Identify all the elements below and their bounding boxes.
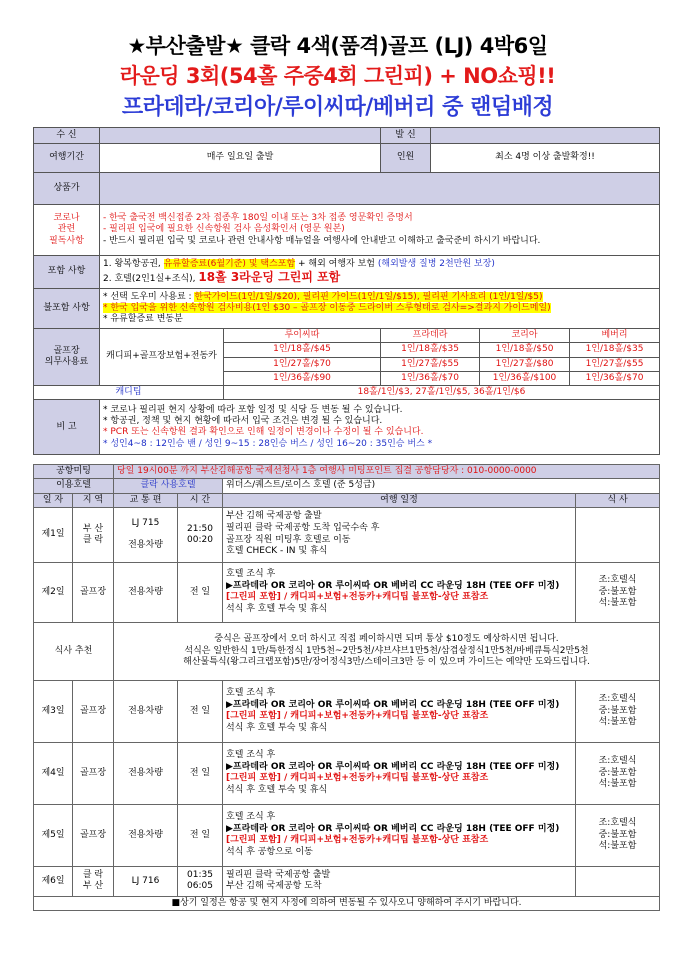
include-1a: 1. 왕복항공권,: [103, 258, 164, 269]
itinerary-line: 필리핀 클락 국제공항 출발: [226, 869, 331, 880]
include-label: 포함 사항: [34, 256, 100, 289]
corona-label-2: 관련: [57, 224, 76, 235]
itinerary-line: 호텔 CHECK - IN 및 휴식: [226, 546, 328, 557]
include-1c: + 해외 여행자 보험: [295, 258, 378, 269]
region-cell: 골프장: [73, 804, 114, 866]
meals-cell: 조:호텔식 중:불포함 석:불포함: [576, 804, 660, 866]
include-1d: (해외발생 질병 2천만원 보장): [377, 258, 495, 269]
col-header-meals: 식 사: [576, 493, 660, 507]
hotel-sub: 클락 사용호텔: [114, 479, 223, 493]
send-value: [431, 128, 660, 144]
remarks-label: 비 고: [34, 400, 100, 455]
itinerary-line: ▶프라데라 OR 코리아 OR 루이씨따 OR 베버리 CC 라운딩 18H (TEE OFF 미정): [226, 823, 560, 834]
time-cell: 전 일: [178, 562, 223, 622]
schedule-row: [34, 562, 660, 622]
transport-cell: 전용차량: [114, 804, 178, 866]
golf-rate: 1인/36홀/$100: [480, 371, 570, 385]
itinerary-line: [그린피 포함] / 캐디피+보험+전동카+캐디팁 불포함-상단 표참조: [226, 835, 489, 846]
golf-rate: 1인/36홀/$70: [381, 371, 480, 385]
itinerary-line: 석식 후 호텔 투숙 및 휴식: [226, 603, 328, 614]
product-value: [100, 173, 660, 205]
transport-cell: 전용차량: [114, 562, 178, 622]
product-label: 상품가: [34, 173, 100, 205]
exclude-notes: [100, 289, 660, 329]
corona-label: [34, 205, 100, 256]
exclude-3: * 유류할증료 변동분: [103, 314, 183, 325]
transport-cell: 전용차량: [114, 680, 178, 742]
day-cell: 제1일: [34, 507, 73, 562]
itinerary-line: 호텔 조식 후: [226, 568, 276, 579]
itinerary-line: [그린피 포함] / 캐디피+보험+전동카+캐디팁 불포함-상단 표참조: [226, 592, 489, 603]
period-label: 여행기간: [34, 144, 100, 173]
golf-rate: 1인/36홀/$90: [224, 371, 381, 385]
itinerary-line: 석식 후 호텔 투숙 및 휴식: [226, 722, 328, 733]
include-2a: 2. 호텔(2인1실+조식),: [103, 274, 199, 284]
schedule-row: [34, 804, 660, 866]
golf-rate: 1인/18홀/$35: [570, 343, 660, 357]
corona-label-3: 필독사항: [49, 235, 84, 246]
itinerary-line: 부산 김해 국제공항 출발: [226, 511, 322, 522]
title-line-3: 프라데라/코리아/루이씨따/베버리 중 랜덤배정: [121, 95, 554, 120]
region-cell: 골프장: [73, 562, 114, 622]
hotel-label: 이용호텔: [34, 479, 114, 493]
include-2b: 18홀 3라운딩 그린피 포함: [198, 270, 341, 284]
exclude-label: 불포함 사항: [34, 289, 100, 329]
golf-rate: 1인/18홀/$50: [480, 343, 570, 357]
col-header-day: 일 자: [34, 493, 73, 507]
course-name: 루이씨따: [224, 329, 381, 343]
region-cell: 골프장: [73, 742, 114, 804]
golf-label-1: 골프장: [53, 345, 80, 356]
itinerary-line: 석식 후 호텔 투숙 및 휴식: [226, 784, 328, 795]
golf-rate: 1인/18홀/$35: [381, 343, 480, 357]
meal-rec-label: 식사 추천: [34, 622, 114, 680]
itinerary-line: [그린피 포함] / 캐디피+보험+전동카+캐디팁 불포함-상단 표참조: [226, 711, 489, 722]
course-name: 프라데라: [381, 329, 480, 343]
caddie-tip-label: 캐디팁: [34, 386, 224, 400]
col-header-itinerary: 여행 일정: [223, 493, 576, 507]
corona-line: - 필리핀 입국에 필요한 신속항원 검사 음성확인서 (영문 원본): [103, 224, 345, 235]
include-1b: 유류할증료(6월기준) 및 택스포함: [163, 258, 296, 269]
time-cell: 01:35 06:05: [178, 866, 223, 896]
golf-rate: 1인/27홀/$55: [381, 357, 480, 371]
schedule-row: [34, 680, 660, 742]
schedule-row: [34, 507, 660, 562]
recv-label: 수 신: [34, 128, 100, 144]
meal-rec-line: 중식은 골프장에서 오더 하시고 직접 페이하시면 되며 통상 $10정도 예상하시면 됩니다.: [214, 634, 559, 645]
course-name: 코리아: [480, 329, 570, 343]
period-value: 매주 일요일 출발: [100, 144, 381, 173]
golf-caddie-fee: 캐디피+골프장보험+전동카: [100, 329, 224, 386]
golf-rate: 1인/18홀/$45: [224, 343, 381, 357]
itinerary-cell: [223, 680, 576, 742]
golf-rate: 1인/36홀/$70: [570, 371, 660, 385]
course-name: 베버리: [570, 329, 660, 343]
send-label: 발 신: [381, 128, 431, 144]
exclude-1b: 한국가이드(1인/1일/$20), 필리핀 가이드(1인/1일/$15), 필리핀 기사요리 (1인/1일/$5): [194, 291, 543, 302]
time-cell: 전 일: [178, 804, 223, 866]
meals-cell: 조:호텔식 중:불포함 석:불포함: [576, 562, 660, 622]
include-notes: [100, 256, 660, 289]
meals-cell: [576, 507, 660, 562]
transport-cell: 전용차량: [114, 742, 178, 804]
itinerary-line: 호텔 조식 후: [226, 687, 276, 698]
footer-note: ■상기 일정은 항공 및 현지 사정에 의하여 변동될 수 있사오니 양해하여 주시기 바랍니다.: [34, 896, 660, 910]
corona-line: - 반드시 필리핀 입국 및 코로나 관련 안내사항 매뉴얼을 여행사에 안내받고 이해하고 출국준비 하시기 바랍니다.: [103, 235, 541, 246]
meals-cell: [576, 866, 660, 896]
exclude-1a: * 선택 도우미 사용료 :: [103, 291, 195, 302]
corona-line: - 한국 출국전 백신접종 2차 접종후 180일 이내 또는 3차 접종 영문확인 증명서: [103, 213, 413, 224]
meeting-value: 당일 19시00분 까지 부산김해공항 국제선청사 1층 여행사 미팅포인트 집결 공항담당자 : 010-0000-0000: [114, 465, 660, 479]
meal-rec-text: [114, 622, 660, 680]
meals-cell: 조:호텔식 중:불포함 석:불포함: [576, 742, 660, 804]
itinerary-line: ▶프라데라 OR 코리아 OR 루이씨따 OR 베버리 CC 라운딩 18H (TEE OFF 미정): [226, 761, 560, 772]
itinerary-cell: [223, 507, 576, 562]
golf-rate: 1인/27홀/$70: [224, 357, 381, 371]
corona-notes: [100, 205, 660, 256]
day-cell: 제4일: [34, 742, 73, 804]
col-header-time: 시 간: [178, 493, 223, 507]
itinerary-line: 호텔 조식 후: [226, 811, 276, 822]
title-line-1: ★부산출발★ 클락 4색(품격)골프 (LJ) 4박6일: [127, 34, 548, 58]
transport-cell: LJ 715 전용차량: [114, 507, 178, 562]
itinerary-line: 석식 후 공항으로 이동: [226, 846, 313, 857]
day-cell: 제6일: [34, 866, 73, 896]
time-cell: 전 일: [178, 742, 223, 804]
title-line-2: 라운딩 3회(54홀 주중4회 그린피) + NO쇼핑!!: [119, 64, 556, 88]
remark-line: * PCR 또는 신속항원 결과 확인으로 인해 일정이 변경이나 수정이 될 수 있습니다.: [103, 427, 424, 438]
golf-label: [34, 329, 100, 386]
hotel-value: 위더스/퀘스트/로이스 호텔 (준 5성급): [223, 479, 660, 493]
transport-cell: LJ 716: [114, 866, 178, 896]
recv-value: [100, 128, 381, 144]
meal-rec-line: 석식은 일반한식 1만/특한정식 1만5천~2만5천/샤브샤브1만5천/삼겹살정식1만5천/바베큐특식2만5천: [184, 645, 589, 656]
region-cell: 클 락 부 산: [73, 866, 114, 896]
itinerary-line: ▶프라데라 OR 코리아 OR 루이씨따 OR 베버리 CC 라운딩 18H (TEE OFF 미정): [226, 580, 560, 591]
itinerary-line: 골프장 직원 미팅후 호텔로 이동: [226, 534, 351, 545]
itinerary-cell: [223, 866, 576, 896]
itinerary-cell: [223, 562, 576, 622]
people-label: 인원: [381, 144, 431, 173]
meeting-label: 공항미팅: [34, 465, 114, 479]
schedule-row: [34, 742, 660, 804]
meals-cell: 조:호텔식 중:불포함 석:불포함: [576, 680, 660, 742]
golf-rate: 1인/27홀/$80: [480, 357, 570, 371]
itinerary-cell: [223, 804, 576, 866]
remarks: [100, 400, 660, 455]
meal-rec-line: 해산물특식(왕그리크랩포함)5만/장어정식3만/스테이크3만 등 이 있으며 가이드는 예약만 도와드립니다.: [183, 656, 590, 667]
remark-line: * 성인4~8 : 12인승 밴 / 성인 9~15 : 28인승 버스 / 성인 16~20 : 35인승 버스 *: [103, 438, 433, 449]
time-cell: 21:50 00:20: [178, 507, 223, 562]
itinerary-cell: [223, 742, 576, 804]
meal-recommendation-row: [34, 622, 660, 680]
corona-label-1: 코로나: [53, 213, 80, 224]
exclude-2: * 한국 입국을 위한 신속항원 검사비용(1인 $30 – 골프장 이동중 드라이버 스루형태로 검사=>결과지 가이드메일): [103, 302, 551, 313]
itinerary-line: 호텔 조식 후: [226, 749, 276, 760]
itinerary-line: ▶프라데라 OR 코리아 OR 루이씨따 OR 베버리 CC 라운딩 18H (TEE OFF 미정): [226, 699, 560, 710]
day-cell: 제5일: [34, 804, 73, 866]
itinerary-line: 필리핀 클락 국제공항 도착 입국수속 후: [226, 523, 380, 534]
golf-label-2: 의무사용료: [44, 357, 89, 367]
caddie-tip-value: 18홀/1인/$3, 27홀/1인/$5, 36홀/1인/$6: [224, 386, 660, 400]
schedule-table: [33, 464, 660, 911]
itinerary-line: 부산 김해 국제공항 도착: [226, 881, 322, 892]
col-header-transport: 교 통 편: [114, 493, 178, 507]
region-cell: 골프장: [73, 680, 114, 742]
remark-line: * 항공권, 정책 및 현지 현황에 따라서 입국 조건은 변경 될 수 있습니다.: [103, 416, 383, 426]
remark-line: * 코로나 필리핀 현지 상황에 따라 포함 일정 및 식당 등 변동 될 수 있습니다.: [103, 404, 403, 415]
region-cell: 부 산 클 락: [73, 507, 114, 562]
people-value: 최소 4명 이상 출발확정!!: [431, 144, 660, 173]
golf-rate: 1인/27홀/$55: [570, 357, 660, 371]
day-cell: 제2일: [34, 562, 73, 622]
day-cell: 제3일: [34, 680, 73, 742]
info-table: [33, 127, 660, 455]
col-header-region: 지 역: [73, 493, 114, 507]
time-cell: 전 일: [178, 680, 223, 742]
itinerary-line: [그린피 포함] / 캐디피+보험+전동카+캐디팁 불포함-상단 표참조: [226, 773, 489, 784]
schedule-row: [34, 866, 660, 896]
